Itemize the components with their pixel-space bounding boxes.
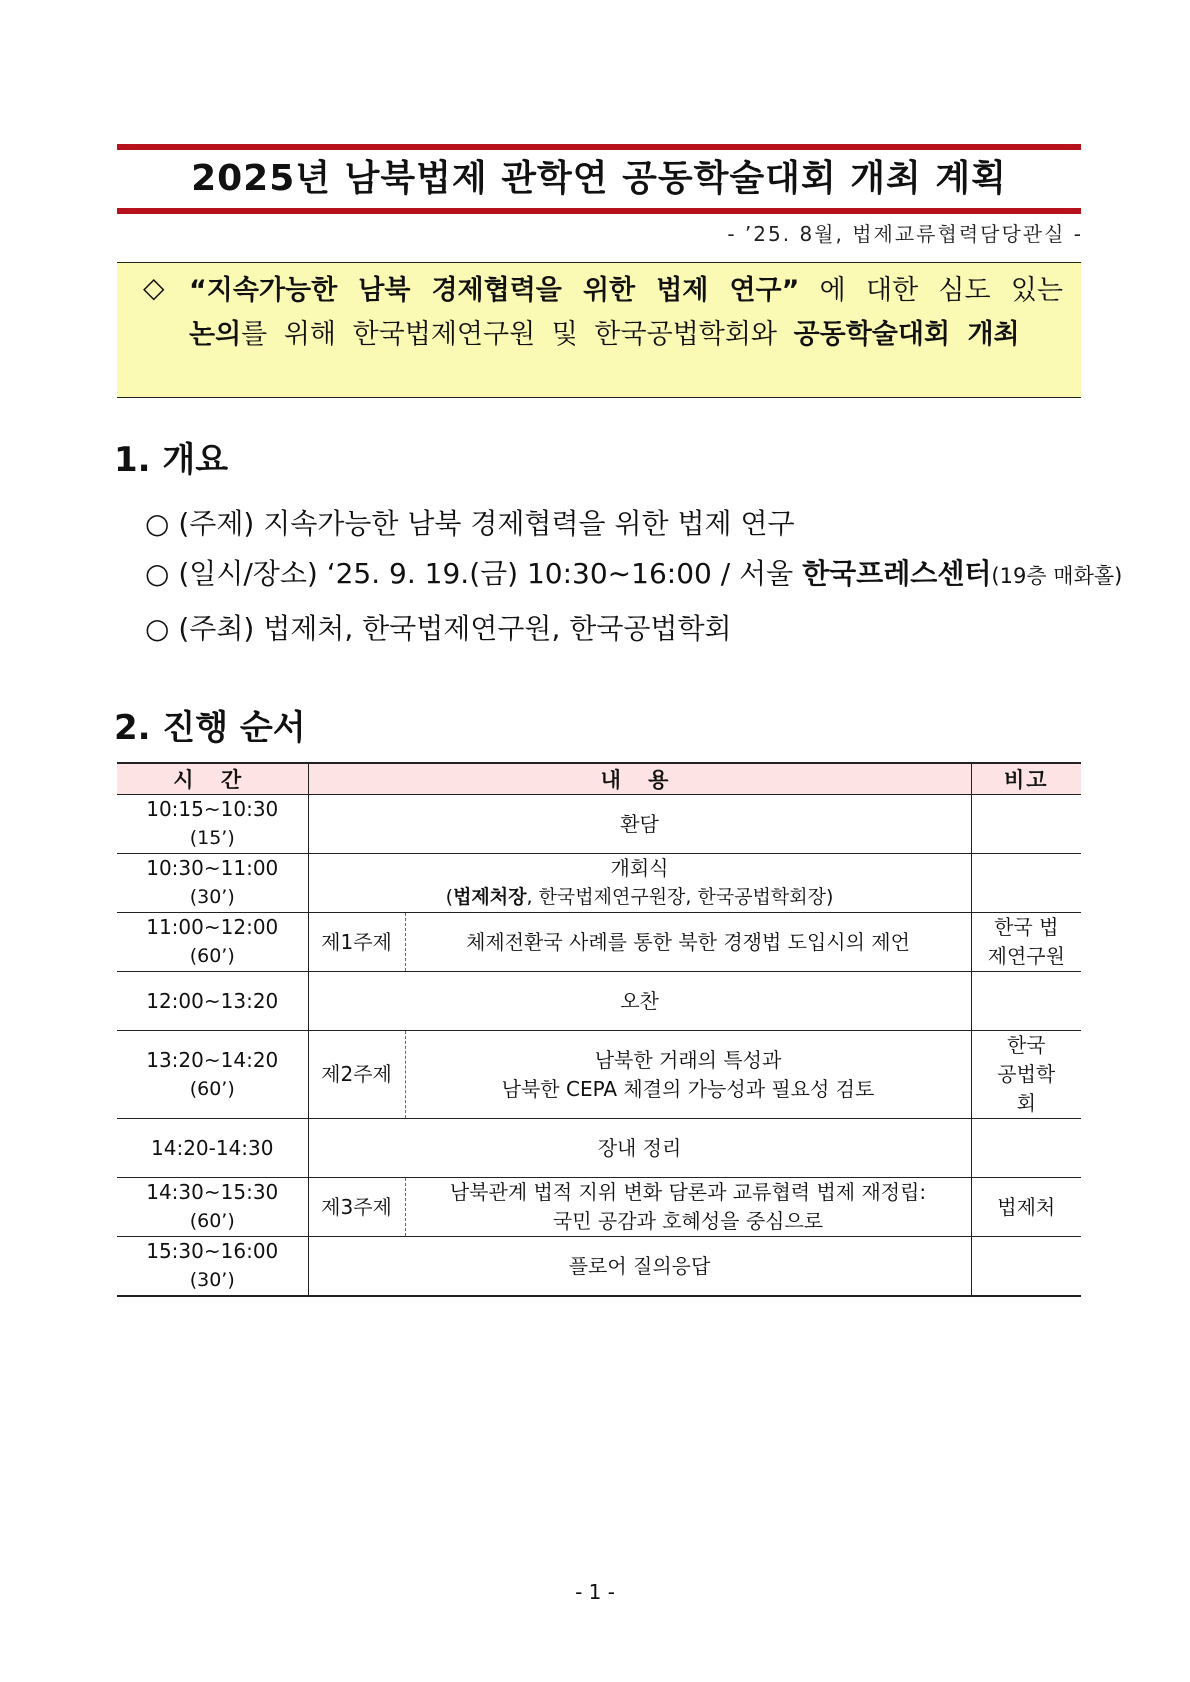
header-content: 내 용: [308, 763, 971, 795]
content-title: 개회식: [610, 856, 669, 880]
session-cell: 제2주제: [308, 1031, 405, 1119]
duration: (30’): [189, 1269, 235, 1291]
note-cell: [971, 795, 1081, 854]
note-cell: [971, 1119, 1081, 1178]
content-cell: 오찬: [308, 972, 971, 1031]
duration: (60’): [189, 945, 235, 967]
diamond-bullet-icon: ◇: [143, 271, 165, 304]
summary-box: [117, 262, 1081, 398]
summary-bold-2: 공동학술대회 개최: [793, 319, 1020, 350]
header-note: 비고: [971, 763, 1081, 795]
note-cell: [971, 972, 1081, 1031]
time-cell: [117, 795, 308, 854]
table-row: [117, 913, 1081, 972]
note-cell: [971, 854, 1081, 913]
duration: (15’): [189, 827, 235, 849]
time-range: 14:30~15:30: [146, 1180, 279, 1204]
time-cell: [117, 854, 308, 913]
content-cell: [405, 1031, 971, 1119]
note-cell: [971, 1237, 1081, 1297]
table-row: [117, 795, 1081, 854]
page-number: - 1 -: [575, 1580, 615, 1604]
content-line-2: 남북한 CEPA 체결의 가능성과 필요성 검토: [501, 1076, 875, 1101]
summary-quote: “지속가능한 남북 경제협력을 위한 법제 연구”: [189, 275, 800, 306]
time-cell: [117, 1237, 308, 1297]
department-line: - ’25. 8월, 법제교류협력담당관실 -: [727, 222, 1083, 246]
schedule-table: [117, 762, 1081, 1297]
time-cell: [117, 1119, 308, 1178]
duration: (60’): [189, 1077, 235, 1100]
table-row: [117, 1237, 1081, 1297]
section-2-heading: 2. 진행 순서: [114, 708, 306, 748]
time-cell: [117, 1031, 308, 1119]
content-line-2: 국민 공감과 호혜성을 중심으로: [552, 1209, 824, 1233]
title-bottom-rule: [117, 208, 1081, 214]
time-range: 10:15~10:30: [146, 797, 279, 821]
session-cell: 제3주제: [308, 1178, 405, 1237]
overview-item-text: (일시/장소) ‘25. 9. 19.(금) 10:30∼16:00 / 서울: [178, 557, 803, 590]
table-row: [117, 1119, 1081, 1178]
time-range: 15:30~16:00: [146, 1239, 279, 1263]
title-top-rule: [117, 144, 1081, 150]
content-sub-open: (: [445, 886, 454, 908]
overview-item-room: (19층 매화홀): [991, 564, 1123, 588]
content-sub-rest: , 한국법제연구원장, 한국공법학회장): [526, 886, 834, 908]
table-row: [117, 1031, 1081, 1119]
overview-item-topic: [145, 502, 795, 542]
content-cell: 환담: [308, 795, 971, 854]
time-range: 11:00~12:00: [146, 915, 279, 939]
circle-bullet-icon: ○: [145, 507, 170, 540]
content-sub: [309, 883, 971, 912]
session-cell: 제1주제: [308, 913, 405, 972]
time-cell: [117, 972, 308, 1031]
time-range: 14:20-14:30: [151, 1135, 274, 1160]
content-cell: 플로어 질의응답: [308, 1237, 971, 1297]
time-cell: [117, 1178, 308, 1237]
circle-bullet-icon: ○: [145, 557, 170, 590]
page-title: 2025년 남북법제 관학연 공동학술대회 개최 계획: [191, 158, 1007, 199]
summary-bold-1: 논의: [189, 319, 242, 350]
circle-bullet-icon: ○: [145, 612, 170, 645]
header-time: 시 간: [117, 763, 308, 795]
overview-item-venue: 한국프레스센터: [802, 557, 992, 590]
content-line-1: 남북한 거래의 특성과: [594, 1047, 782, 1072]
table-header-row: [117, 763, 1081, 795]
time-range: 13:20~14:20: [146, 1047, 279, 1072]
table-row: [117, 972, 1081, 1031]
title-block: [117, 144, 1081, 214]
section-1-heading: 1. 개요: [114, 440, 229, 480]
time-range: 10:30~11:00: [146, 856, 279, 880]
content-cell: 체제전환국 사례를 통한 북한 경쟁법 도입시의 제언: [405, 913, 971, 972]
note-cell: 한국 공법학회: [971, 1031, 1081, 1119]
overview-item-host: [145, 607, 732, 647]
content-line-1: 남북관계 법적 지위 변화 담론과 교류협력 법제 재정립:: [449, 1180, 927, 1204]
overview-item-datetime: [145, 552, 1122, 592]
time-range: 12:00~13:20: [146, 988, 279, 1013]
content-cell: [405, 1178, 971, 1237]
time-cell: [117, 913, 308, 972]
note-cell: 법제처: [971, 1178, 1081, 1237]
content-cell: 장내 정리: [308, 1119, 971, 1178]
table-row: [117, 1178, 1081, 1237]
note-cell: 한국 법제연구원: [971, 913, 1081, 972]
duration: (60’): [189, 1210, 235, 1232]
overview-item-text: (주최) 법제처, 한국법제연구원, 한국공법학회: [178, 612, 732, 645]
duration: (30’): [189, 886, 235, 908]
summary-text-1: 에 대한 심도 있는: [799, 275, 1064, 306]
content-sub-bold: 법제처장: [453, 886, 527, 908]
summary-text-2: 를 위해 한국법제연구원 및 한국공법학회와: [241, 319, 794, 350]
table-row: [117, 854, 1081, 913]
summary-text: [189, 269, 1063, 357]
overview-item-text: (주제) 지속가능한 남북 경제협력을 위한 법제 연구: [178, 507, 795, 540]
content-cell: [308, 854, 971, 913]
